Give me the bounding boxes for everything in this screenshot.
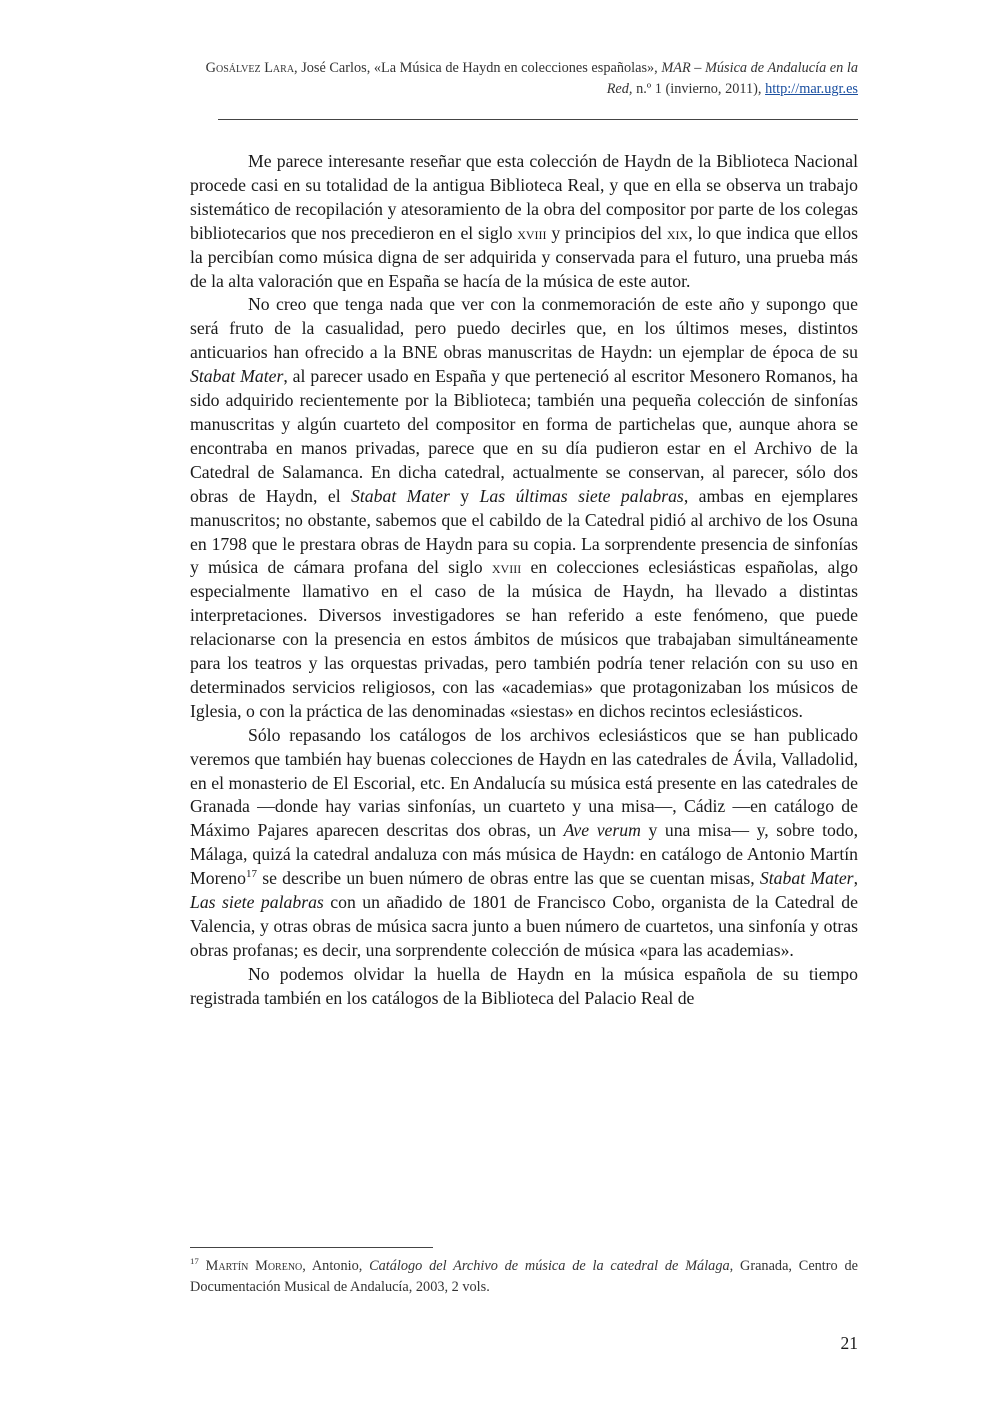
- paragraph-2-text-d: , ambas en ejemplares manuscritos; no obstante, sabemos que el cabildo de la Catedral pidió al archivo de los Osuna en 1798 que le prestara obras de Haydn para su copia. La sorprendente presencia de sinfonías y música de cámara profana del siglo: [190, 485, 858, 578]
- paragraph-1: [190, 150, 858, 293]
- footnote-17: [190, 1256, 858, 1297]
- paragraph-3-text-d: ,: [853, 868, 858, 889]
- running-header: [190, 58, 858, 100]
- work-title: Stabat Mater: [351, 485, 450, 506]
- paragraph-3-text-c: se describe un buen número de obras entre las que se cuentan misas,: [256, 868, 760, 889]
- header-author-surname: Gosálvez Lara: [205, 60, 295, 76]
- paragraph-1-text-c: , lo que indica que ellos la percibían como música digna de ser adquirida y conservada para el futuro, una prueba más de la alta valoración que en España se hacía de la música de este autor.: [190, 222, 858, 291]
- header-issue: n.º 1 (invierno, 2011),: [632, 81, 766, 97]
- paragraph-4-text-a: No podemos olvidar la huella de Haydn en la música española de su tiempo registrada también en los catálogos de la Biblioteca del Palacio Real de: [190, 963, 858, 1008]
- paragraph-4: [190, 963, 858, 1011]
- paragraph-2-text-c: y: [449, 485, 480, 506]
- paragraph-3-text-a: Sólo repasando los catálogos de los archivos eclesiásticos que se han publicado veremos que también hay buenas colecciones de Haydn en las catedrales de Ávila, Valladolid, en el monasterio de El Escorial, etc. En Andalucía su música está presente en las catedrales de Granada —donde hay varias sinfonías, un cuarteto y una misa—, Cádiz —en catálogo de Máximo Pajares aparecen descritas dos obras, un: [190, 724, 858, 841]
- body-text: [190, 150, 858, 1011]
- paragraph-3: [190, 724, 858, 963]
- work-title: Ave verum: [563, 820, 641, 841]
- century-numeral: xix: [666, 222, 689, 243]
- footnote-author-given: , Antonio,: [302, 1258, 370, 1274]
- paragraph-2: [190, 293, 858, 723]
- footnote-title: Catálogo del Archivo de música de la catedral de Málaga: [369, 1258, 730, 1274]
- paragraph-2-text-b: , al parecer usado en España y que perteneció al escritor Mesonero Romanos, ha sido adquirido recientemente por la Biblioteca; también una pequeña colección de sinfonías manuscritas y algún cuarteto del compositor en forma de partichelas que, aunque ahora se encontraba en manos privadas, parece que en su día pudieron estar en el Archivo de la Catedral de Salamanca. En dicha catedral, actualmente se conservan, al parecer, sólo dos obras de Haydn, el: [190, 366, 858, 506]
- footnote-publication: , Granada, Centro de Documentación Musical de Andalucía, 2003, 2 vols.: [190, 1258, 858, 1295]
- century-numeral: xviii: [491, 557, 522, 578]
- work-title: Las siete palabras: [190, 892, 324, 913]
- header-journal: MAR – Música de Andalucía en la Red,: [606, 60, 858, 97]
- work-title: Stabat Mater: [759, 868, 854, 889]
- header-author-given: , José Carlos,: [294, 60, 374, 76]
- work-title: Las últimas siete palabras: [479, 485, 684, 506]
- page-number: 21: [840, 1333, 858, 1353]
- header-article-title: «La Música de Haydn en colecciones españolas»,: [373, 60, 662, 76]
- paragraph-3-text-e: con un añadido de 1801 de Francisco Cobo, organista de la Catedral de Valencia, y otras obras de música sacra junto a buen número de cuartetos, una sinfonía y otras obras profanas; es decir, una sorprendente colección de música «para las academias».: [190, 892, 858, 960]
- paragraph-1-text-a: Me parece interesante reseñar que esta colección de Haydn de la Biblioteca Nacional procede casi en su totalidad de la antigua Biblioteca Real, y que en ella se observa un trabajo sistemático de recopilación y atesoramiento de la obra del compositor por parte de los colegas bibliotecarios que nos precedieron en el siglo: [190, 151, 858, 243]
- century-numeral: xviii: [517, 222, 547, 243]
- footnote-reference[interactable]: 17: [246, 868, 257, 881]
- work-title: Stabat Mater: [190, 366, 284, 387]
- footnote-divider: [190, 1247, 433, 1248]
- paragraph-1-text-b: y principios del: [546, 222, 667, 243]
- paragraph-2-text-a: No creo que tenga nada que ver con la conmemoración de este año y supongo que será fruto de la casualidad, pero puedo decirles que, en los últimos meses, distintos anticuarios han ofrecido a la BNE obras manuscritas de Haydn: un ejemplar de época de su: [190, 294, 858, 363]
- header-divider: [218, 119, 858, 120]
- header-url-link[interactable]: http://mar.ugr.es: [765, 81, 858, 97]
- footnote-number: 17: [190, 1256, 199, 1267]
- paragraph-3-text-b: y una misa— y, sobre todo, Málaga, quizá la catedral andaluza con más música de Haydn: en catálogo de Antonio Martín Moreno: [190, 820, 859, 889]
- paragraph-2-text-e: en colecciones eclesiásticas españolas, algo especialmente llamativo en el caso de la música de Haydn, ha llevado a distintas interpretaciones. Diversos investigadores se han referido a este fenómeno, que puede relacionarse con la presencia en estos ámbitos de músicos que trabajaban simultáneamente para los teatros y las orquestas privadas, pero también podría tener relación con su uso en determinados servicios religiosos, con las «academias» que protagonizaban los músicos de Iglesia, o con la práctica de las denominadas «siestas» en dichos recintos eclesiásticos.: [190, 557, 858, 721]
- footnote-author: Martín Moreno: [205, 1258, 303, 1274]
